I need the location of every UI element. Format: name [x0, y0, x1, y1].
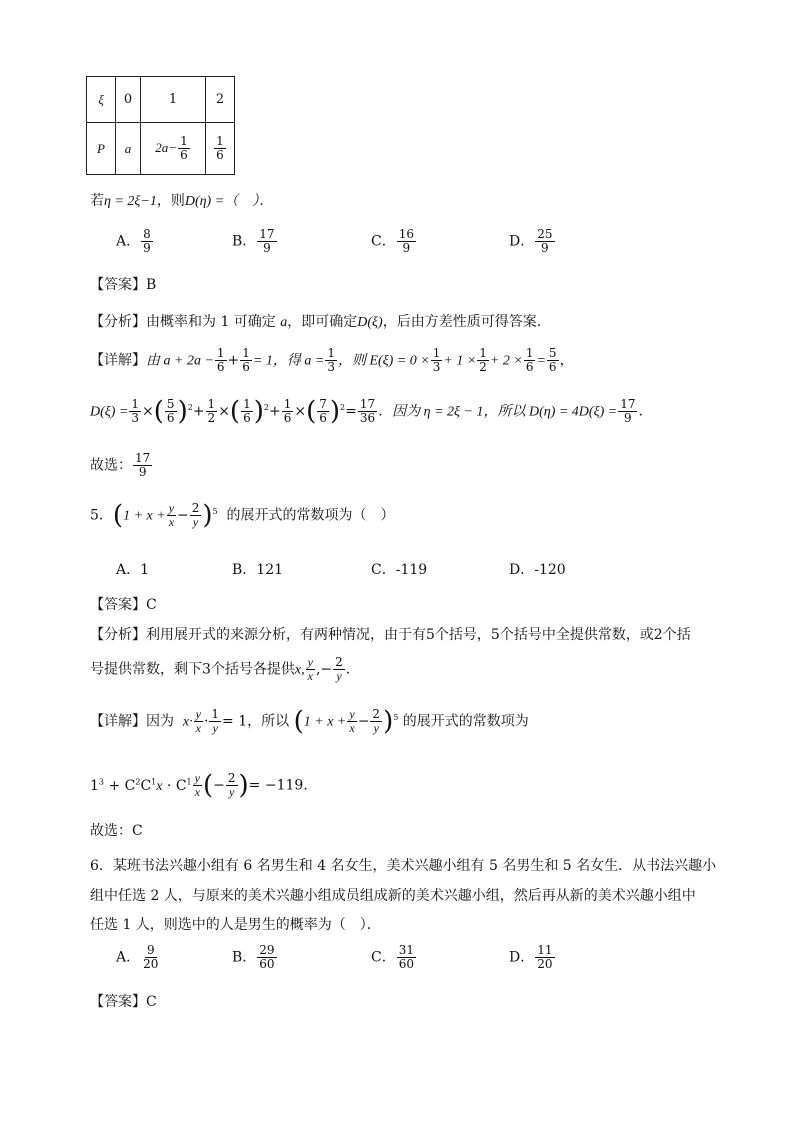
distribution-table	[86, 76, 235, 175]
q4-option-c[interactable]: C． $\frac{16}{9}$	[371, 227, 414, 255]
q5-option-a[interactable]: A．1	[116, 562, 150, 578]
table-cell: 1	[141, 77, 206, 123]
q5-analysis-line2: 号提供常数，剩下3个括号各提供x, $\frac{y}{x}$ ,− $\frac{2}{y}$ .	[90, 655, 351, 683]
table-cell: P	[87, 123, 116, 175]
q5-formula: $1^3 + C^2C^1x \cdot C^1$ $\frac{y}{x}$ (− $\frac{2}{y}$ )= −119.	[90, 770, 308, 801]
q4-choose: 故选： $\frac{17}{9}$	[90, 451, 151, 479]
q5-analysis-line1: 【分析】利用展开式的来源分析，有两种情况，由于有5个括号，5个括号中全提供常数，或2个括	[90, 627, 691, 643]
q5-option-d[interactable]: D．-120	[509, 562, 566, 578]
q6-option-b[interactable]: B． $\frac{29}{60}$	[232, 943, 275, 971]
table-cell: 2a− $\frac{1}{6}$	[141, 123, 206, 175]
q4-detail-line2: D(ξ) = $\frac{1}{3}$ ×( $\frac{5}{6}$ )$^2$+ $\frac{1}{2}$ ×( $\frac{1}{6}$ )$^2$+ $\frac{1}{6}$ ×( $\frac{7}{6}$ )$^2$= $\frac{17}{36}$ ．因为 η = 2ξ − 1，所以 D(η) = 4D(ξ) = $\frac{17}{9}$ ．	[90, 396, 653, 427]
q5-detail: 【详解】因为 x· $\frac{y}{x}$ · $\frac{1}{y}$ = 1，所以 (1 + x + $\frac{y}{x}$ − $\frac{2}{y}$ )$^5$ 的展开式的常数项为	[90, 706, 529, 737]
q4-detail-line1: 【详解】由 a + 2a − $\frac{1}{6}$ + $\frac{1}{6}$ = 1，得 a = $\frac{1}{3}$ ，则 E(ξ) = 0 × $\frac{1}{3}$ + 1 × $\frac{1}{2}$ + 2 × $\frac{1}{6}$ = $\frac{5}{6}$ ，	[90, 346, 574, 374]
q6-option-a[interactable]: A． $\frac{9}{20}$	[116, 943, 159, 971]
table-cell: 0	[116, 77, 141, 123]
q5-stem: 5．(1 + x + $\frac{y}{x}$ − $\frac{2}{y}$ )$^5$ 的展开式的常数项为（ ）	[90, 500, 395, 531]
q6-stem-line3: 任选 1 人，则选中的人是男生的概率为（ ）．	[90, 917, 381, 933]
q6-stem-line2: 组中任选 2 人，与原来的美术兴趣小组成员组成新的美术兴趣小组，然后再从新的美术兴趣小组中	[90, 888, 696, 904]
q4-analysis: 【分析】由概率和为 1 可确定 a，即可确定D(ξ)，后由方差性质可得答案.	[90, 314, 542, 330]
q4-option-d[interactable]: D． $\frac{25}{9}$	[509, 227, 553, 255]
table-cell: ξ	[87, 77, 116, 123]
q6-answer: 【答案】C	[90, 994, 157, 1010]
table-cell: $\frac{1}{6}$	[206, 123, 235, 175]
q4-stem: 若η = 2ξ−1，则D(η) =（ ）．	[90, 193, 274, 209]
table-cell: 2	[206, 77, 235, 123]
q6-option-c[interactable]: C． $\frac{31}{60}$	[371, 943, 414, 971]
q5-choose: 故选：C	[90, 823, 143, 839]
q5-answer: 【答案】C	[90, 597, 157, 613]
q6-stem-line1: 6．某班书法兴趣小组有 6 名男生和 4 名女生，美术兴趣小组有 5 名男生和 5 名女生．从书法兴趣小	[90, 858, 717, 874]
table-cell: a	[116, 123, 141, 175]
q5-option-b[interactable]: B．121	[232, 562, 284, 578]
q4-option-b[interactable]: B． $\frac{17}{9}$	[232, 227, 275, 255]
q5-option-c[interactable]: C．-119	[371, 562, 428, 578]
q6-option-d[interactable]: D． $\frac{11}{20}$	[509, 943, 553, 971]
q4-answer: 【答案】B	[90, 277, 157, 293]
q4-option-a[interactable]: A． $\frac{8}{9}$	[116, 227, 151, 255]
